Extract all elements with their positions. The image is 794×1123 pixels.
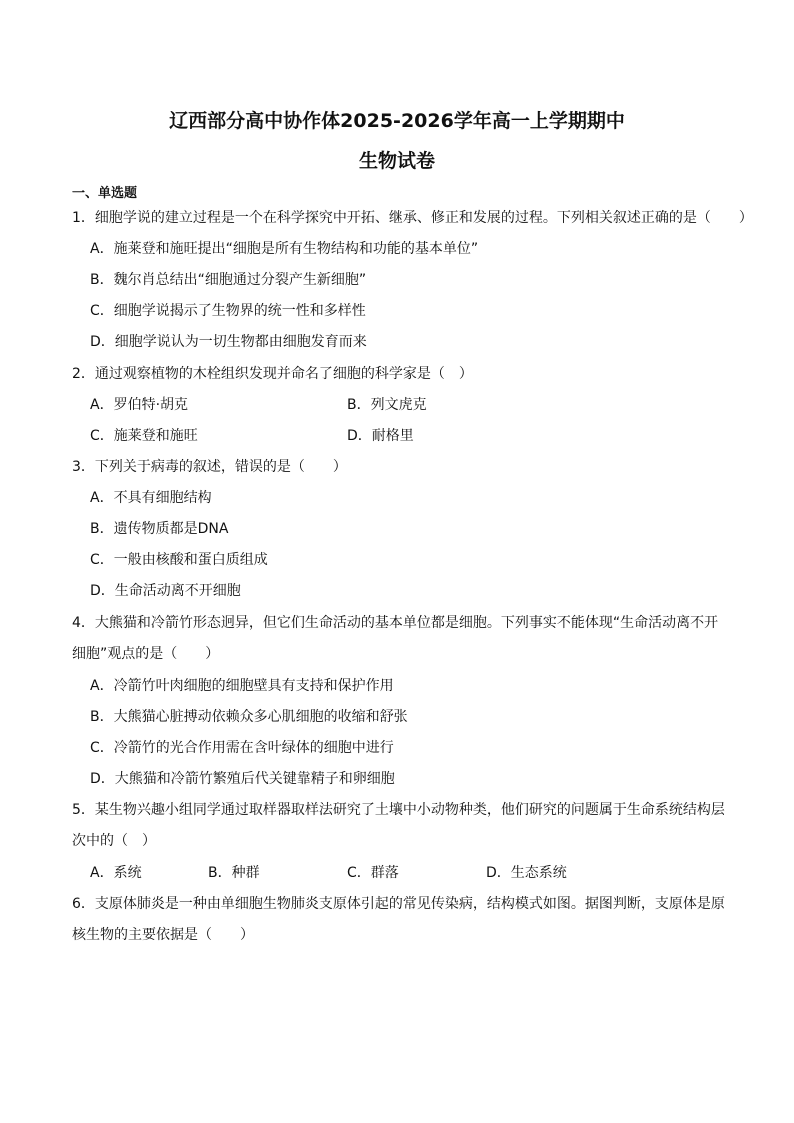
- question-5-option-d: D．生态系统: [486, 865, 567, 881]
- question-4-option-c: C．冷箭竹的光合作用需在含叶绿体的细胞中进行: [90, 740, 394, 756]
- exam-subtitle: 生物试卷: [358, 150, 435, 172]
- question-5-stem-line-1: 5．某生物兴趣小组同学通过取样器取样法研究了土壤中小动物种类，他们研究的问题属于生命系统结构层: [72, 802, 725, 818]
- question-6-stem-line-2: 核生物的主要依据是（ ）: [72, 927, 254, 943]
- exam-title: 辽西部分高中协作体2025-2026学年高一上学期期中: [169, 110, 625, 132]
- question-4-option-a: A．冷箭竹叶肉细胞的细胞壁具有支持和保护作用: [90, 678, 394, 694]
- question-3-stem: 3．下列关于病毒的叙述，错误的是（ ）: [72, 459, 347, 475]
- question-1-stem: 1．细胞学说的建立过程是一个在科学探究中开拓、继承、修正和发展的过程。下列相关叙述正确的是（ ）: [72, 210, 753, 226]
- question-5-stem-line-2: 次中的（ ）: [72, 833, 156, 849]
- question-4-stem-line-1: 4．大熊猫和冷箭竹形态迥异，但它们生命活动的基本单位都是细胞。下列事实不能体现“生命活动离不开: [72, 615, 719, 631]
- question-5-option-a: A．系统: [90, 865, 142, 881]
- question-1-option-c: C．细胞学说揭示了生物界的统一性和多样性: [90, 303, 366, 319]
- question-1-option-a: A．施莱登和施旺提出“细胞是所有生物结构和功能的基本单位”: [90, 241, 479, 257]
- question-3-option-c: C．一般由核酸和蛋白质组成: [90, 552, 268, 568]
- question-4-option-b: B．大熊猫心脏搏动依赖众多心肌细胞的收缩和舒张: [90, 709, 408, 725]
- question-1-option-d: D．细胞学说认为一切生物都由细胞发育而来: [90, 334, 367, 350]
- section-heading: 一、单选题: [72, 186, 138, 201]
- question-2-option-d: D．耐格里: [347, 428, 414, 444]
- question-3-option-d: D．生命活动离不开细胞: [90, 583, 241, 599]
- question-5-option-b: B．种群: [208, 865, 260, 881]
- question-3-option-a: A．不具有细胞结构: [90, 490, 212, 506]
- question-1-option-b: B．魏尔肖总结出“细胞通过分裂产生新细胞”: [90, 272, 367, 288]
- question-2-stem: 2．通过观察植物的木栓组织发现并命名了细胞的科学家是（ ）: [72, 366, 473, 382]
- question-2-option-b: B．列文虎克: [347, 397, 427, 413]
- question-2-option-a: A．罗伯特·胡克: [90, 397, 189, 413]
- question-4-stem-line-2: 细胞”观点的是（ ）: [72, 646, 220, 662]
- question-6-stem-line-1: 6．支原体肺炎是一种由单细胞生物肺炎支原体引起的常见传染病，结构模式如图。据图判断，支原体是原: [72, 896, 725, 912]
- question-3-option-b: B．遗传物质都是DNA: [90, 521, 229, 537]
- question-2-option-c: C．施莱登和施旺: [90, 428, 198, 444]
- question-4-option-d: D．大熊猫和冷箭竹繁殖后代关键靠精子和卵细胞: [90, 771, 395, 787]
- question-5-option-c: C．群落: [347, 865, 399, 881]
